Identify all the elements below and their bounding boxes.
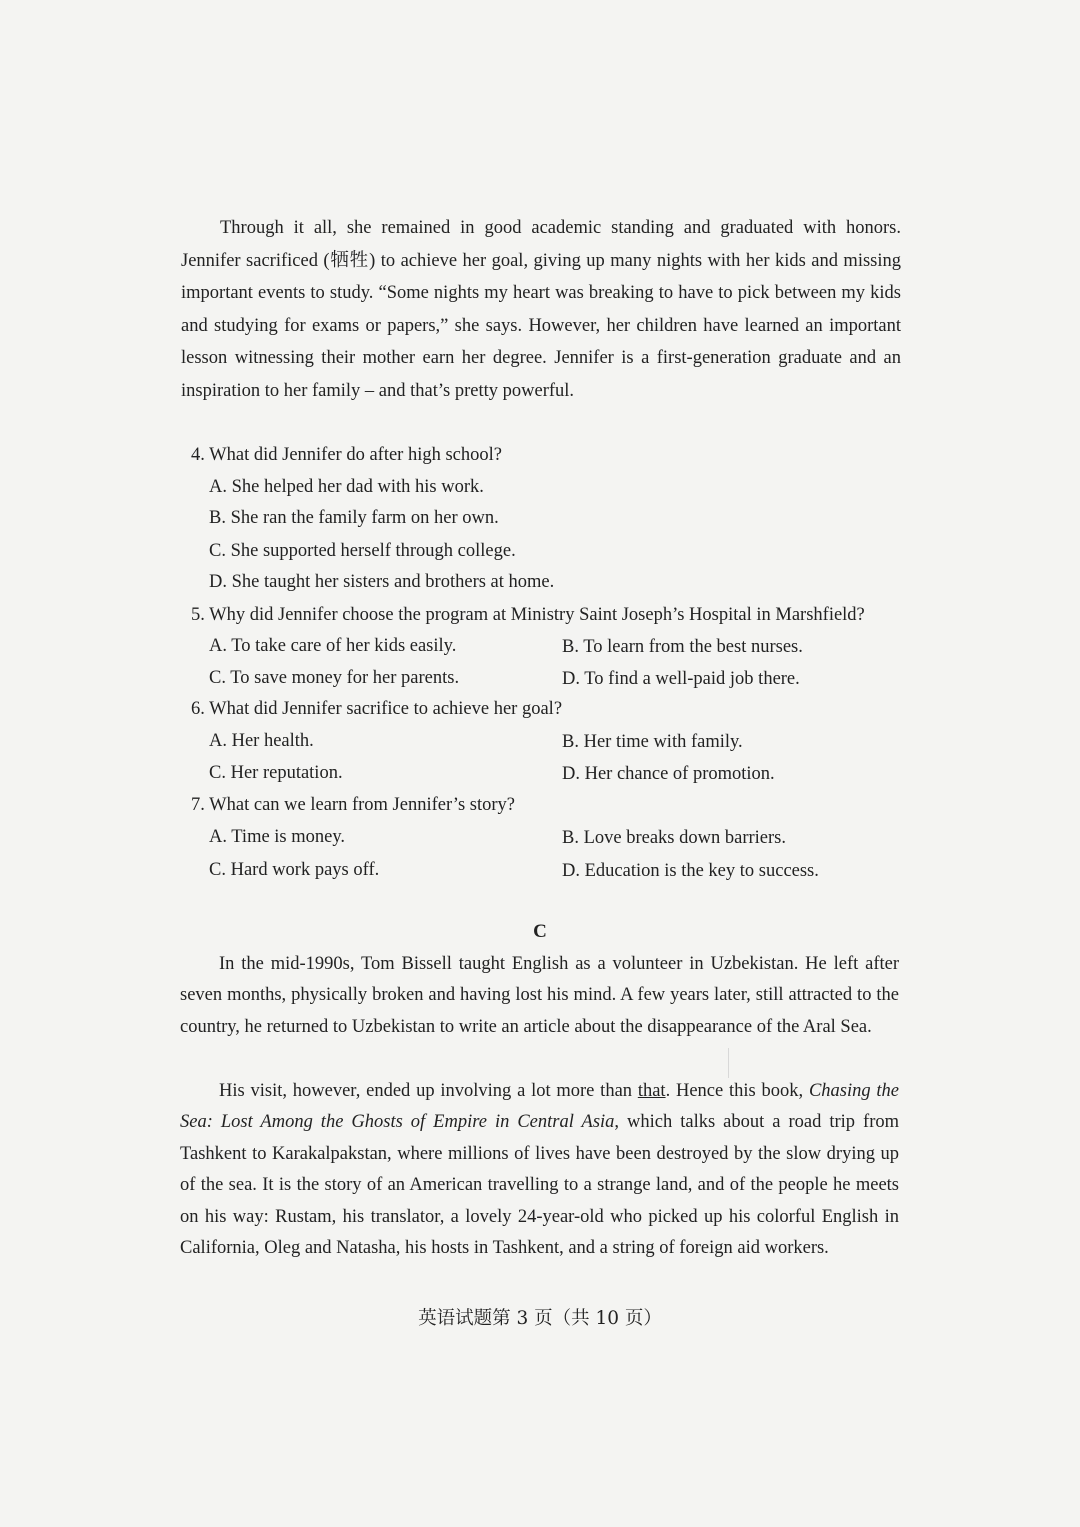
question-5-option-b: B. To learn from the best nurses.	[562, 637, 803, 657]
paragraph-2-lead: His visit, however, ended up involving a lot more than	[219, 1081, 638, 1101]
question-5-option-d: D. To find a well-paid job there.	[562, 669, 800, 689]
question-4-option-a: A. She helped her dad with his work.	[209, 477, 484, 497]
question-4-stem: 4. What did Jennifer do after high school?	[191, 445, 502, 465]
page-footer: 英语试题第 3 页（共 10 页）	[418, 1308, 662, 1329]
question-5-stem: 5. Why did Jennifer choose the program at Ministry Saint Joseph’s Hospital in Marshfield?	[191, 605, 865, 625]
scan-artifact-line	[728, 1048, 729, 1078]
question-6-stem: 6. What did Jennifer sacrifice to achieve her goal?	[191, 699, 563, 719]
book-title: Chasing the Sea: Lost Among the Ghosts of Empire in Central Asia	[180, 1081, 900, 1133]
question-4-option-d: D. She taught her sisters and brothers at home.	[209, 572, 555, 592]
underlined-word-that: that	[637, 1081, 666, 1101]
section-c-paragraph-1: In the mid-1990s, Tom Bissell taught English as a volunteer in Uzbekistan. He left after seven months, physically broken and having lost his mind. A few years later, still attracted to the country, he returned to Uzbekistan to write an article about the disappearance of the Aral Sea.	[180, 954, 899, 1037]
question-7-option-a: A. Time is money.	[209, 827, 346, 847]
section-c-heading: C	[533, 921, 547, 942]
question-6-option-a: A. Her health.	[209, 731, 314, 751]
section-c-paragraph-2	[180, 1076, 899, 1264]
passage-b-final-paragraph: Through it all, she remained in good academic standing and graduated with honors. Jennifer sacrificed (牺牲) to achieve her goal, giving up many nights with her kids and missing important events to study. “Some nights my heart was breaking to have to pick between my kids and studying for exams or papers,” she says. However, her children have learned an important lesson witnessing their mother earn her degree. Jennifer is a first-generation graduate and an inspiration to her family – and that’s pretty powerful.	[181, 218, 901, 401]
question-4-option-b: B. She ran the family farm on her own.	[209, 508, 499, 528]
question-6-option-b: B. Her time with family.	[562, 732, 743, 752]
question-7-option-b: B. Love breaks down barriers.	[562, 828, 786, 848]
question-4-option-c: C. She supported herself through college.	[209, 541, 516, 561]
question-7-stem: 7. What can we learn from Jennifer’s story?	[191, 795, 515, 815]
question-6-option-d: D. Her chance of promotion.	[562, 764, 775, 784]
question-5-option-a: A. To take care of her kids easily.	[209, 636, 457, 656]
question-6-option-c: C. Her reputation.	[209, 763, 343, 783]
question-7-option-c: C. Hard work pays off.	[209, 860, 380, 880]
question-7-option-d: D. Education is the key to success.	[562, 861, 819, 881]
paragraph-2-mid: . Hence this book,	[665, 1081, 809, 1101]
question-5-option-c: C. To save money for her parents.	[209, 668, 460, 688]
paragraph-2-rest: , which talks about a road trip from Tashkent to Karakalpakstan, where millions of lives have been destroyed by the slow drying up of the sea. It is the story of an American travelling to a strange land, and of the people he meets on his way: Rustam, his translator, a lovely 24-year-old who picked up his colorful English in California, Oleg and Natasha, his hosts in Tashkent, and a string of foreign aid workers.	[180, 1112, 899, 1259]
